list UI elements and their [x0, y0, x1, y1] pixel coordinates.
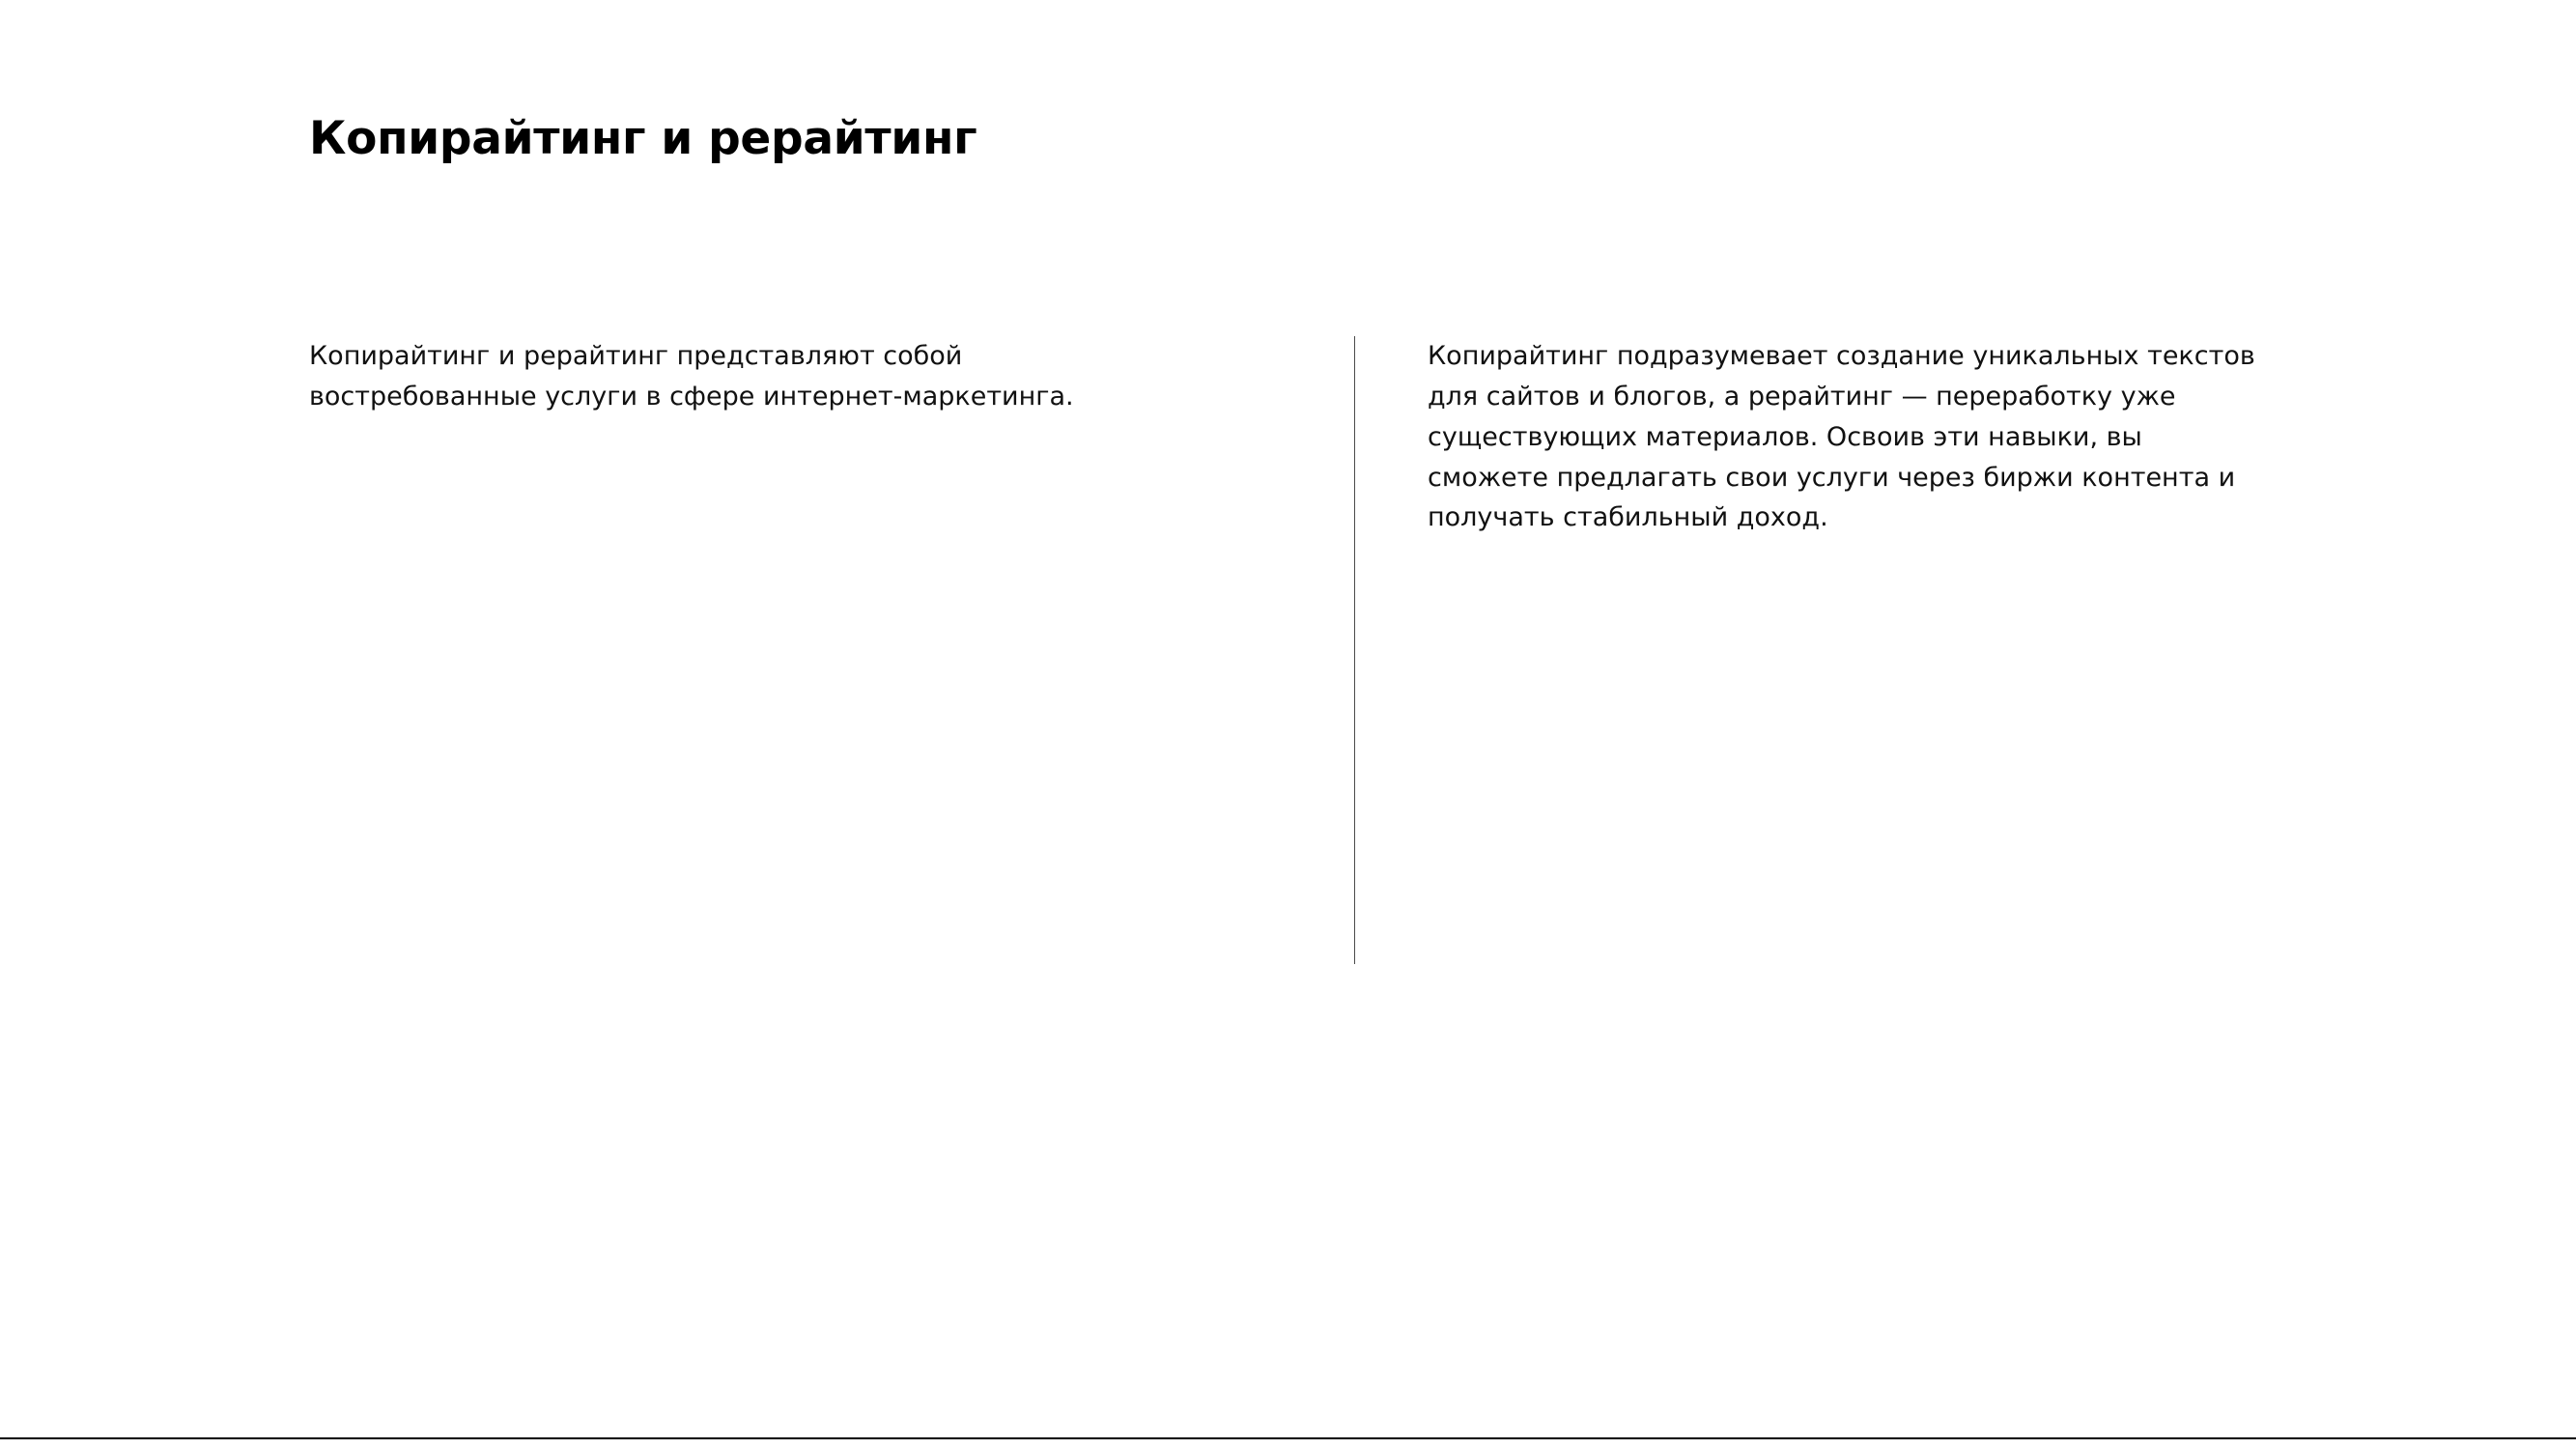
footer-rule: [0, 1437, 2576, 1439]
column-left: [309, 336, 1140, 417]
page-title: Копирайтинг и рерайтинг: [309, 112, 977, 166]
content-columns: [309, 336, 2260, 1051]
column-left-text: Копирайтинг и рерайтинг представляют собой востребованные услуги в сфере интернет-маркетинга.: [309, 341, 1074, 412]
column-divider: [1354, 336, 1355, 964]
column-right: [1428, 336, 2268, 538]
column-right-text: Копирайтинг подразумевает создание уникальных текстов для сайтов и блогов, а рерайтинг — переработку уже существующих материалов. Освоив эти навыки, вы сможете предлагать свои услуги через биржи контента и получать стабильный доход.: [1428, 341, 2255, 533]
